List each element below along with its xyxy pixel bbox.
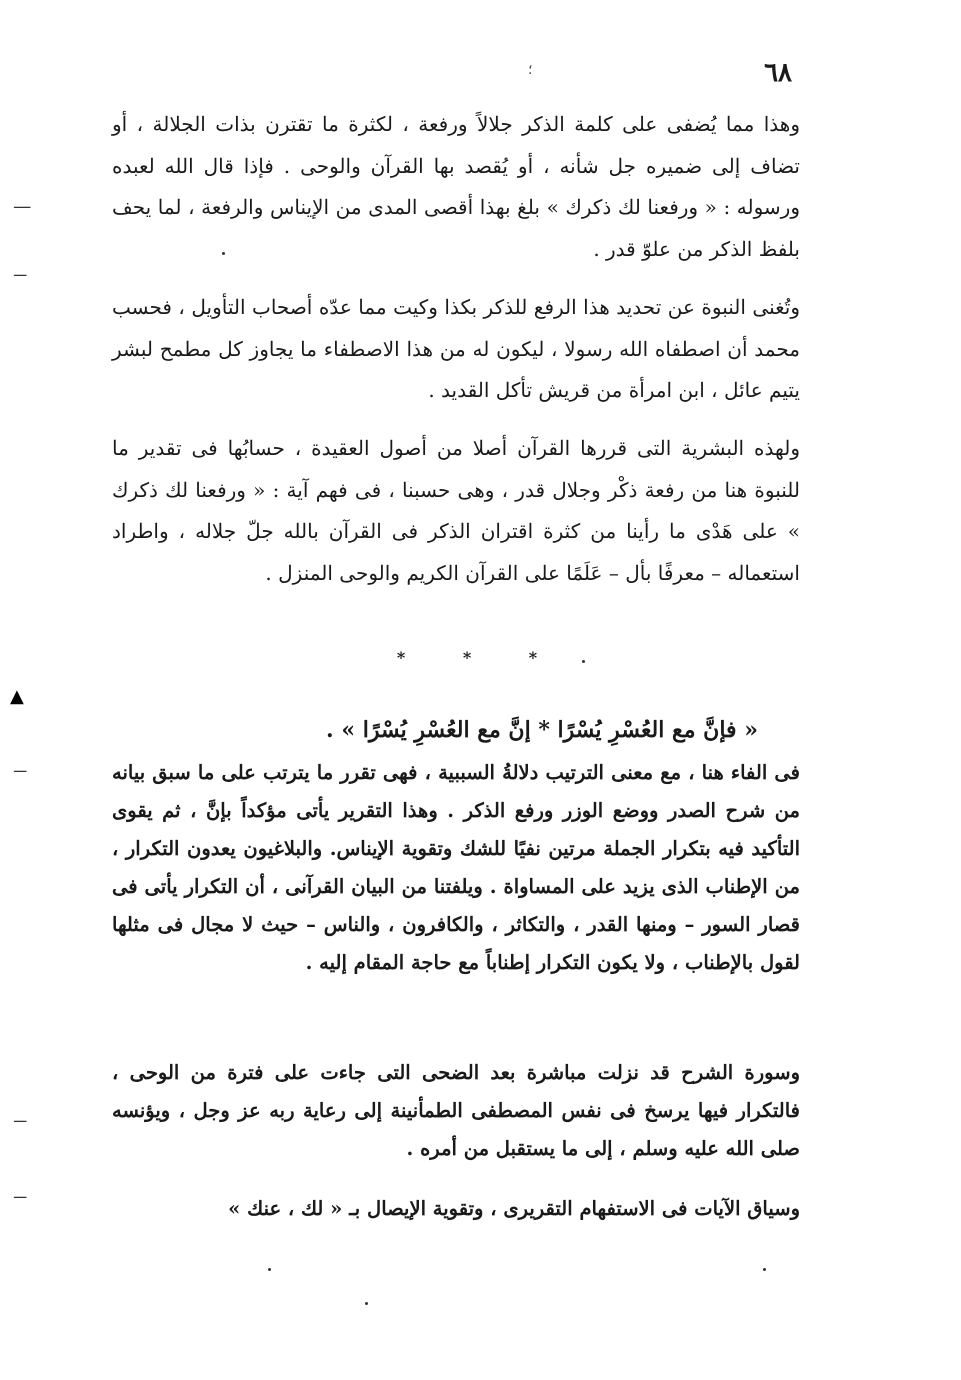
scan-speck [763, 1268, 766, 1271]
paragraph-6: وسياق الآيات فى الاستفهام التقريرى ، وتقوية الإيصال بـ « لك ، عنك » [228, 1197, 800, 1220]
margin-mark: ـــ [14, 1186, 27, 1202]
margin-mark: ـــ [14, 760, 27, 776]
paragraph-3: ولهذه البشرية التى قررها القرآن أصلا من أصول العقيدة ، حسابُها فى تقدير ما للنبوة هنا من رفعة ذكْر وجلال قدر ، وهى حسبنا ، فى فهم آية : « ورفعنا لك ذكرك » على هَدْى ما رأينا من كثرة اقتران الذكر فى القرآن بالله جلّ جلاله ، واطراد استعماله – معرفًا بأل – عَلَمًا على القرآن الكريم والوحى المنزل . [112, 436, 800, 585]
paragraph-2: وتُغنى النبوة عن تحديد هذا الرفع للذكر بكذا وكيت مما عدّه أصحاب التأويل ، فحسب محمد أن اصطفاه الله رسولا ، ليكون له من هذا الاصطفاء ما يجاوز كل مطمح لبشر يتيم عائل ، ابن امرأة من قريش تأكل القديد . [112, 295, 800, 402]
margin-mark: ـــ [14, 264, 27, 280]
margin-mark: ـــ [14, 1110, 27, 1126]
section-separator: * * * [396, 648, 564, 667]
page-number: ٦٨ [764, 58, 792, 88]
scan-speck [582, 660, 585, 663]
top-mark: ؛ [528, 62, 533, 78]
scan-speck [365, 1302, 368, 1305]
paragraph-5: وسورة الشرح قد نزلت مباشرة بعد الضحى التى جاءت على فترة من الوحى ، فالتكرار فيها يرسخ فى نفس المصطفى الطمأنينة إلى رعاية ربه عز وجل ، ويؤنسه صلى الله عليه وسلم ، إلى ما يستقبل من أمره . [112, 1061, 800, 1160]
margin-arrow-icon: ▲ [10, 686, 24, 707]
paragraph-4: فى الفاء هنا ، مع معنى الترتيب دلالةُ السببية ، فهى تقرر ما يترتب على ما سبق بيانه من شرح الصدر ووضع الوزر ورفع الذكر . وهذا التقرير يأتى مؤكداً بإنَّ ، ثم يقوى التأكيد فيه بتكرار الجملة مرتين نفيًا للشك وتقوية الإيناس. والبلاغيون يعدون التكرار ، من الإطناب الذى يزيد على المساواة . ويلفتنا من البيان القرآنى ، أن التكرار يأتى فى قصار السور – ومنها القدر ، والتكاثر ، والكافرون ، والناس – حيث لا مجال فى مثلها لقول بالإطناب ، ولا يكون التكرار إطناباً مع حاجة المقام إليه . [112, 761, 800, 974]
quran-verse: « فإنَّ مع العُسْرِ يُسْرًا * إنَّ مع العُسْرِ يُسْرًا » . [326, 717, 758, 743]
scan-speck [268, 1268, 271, 1271]
margin-mark: ــــ [14, 196, 31, 212]
paragraph-1: وهذا مما يُضفى على كلمة الذكر جلالاً ورفعة ، لكثرة ما تقترن بذات الجلالة ، أو تضاف إلى ضميره جل شأنه ، أو يُقصد بها القرآن والوحى . فإذا قال الله لعبده ورسوله : « ورفعنا لك ذكرك » بلغ بهذا أقصى المدى من الإيناس والرفعة ، لما يحف بلفظ الذكر من علوّ قدر . [112, 112, 800, 261]
scan-speck [222, 252, 225, 255]
